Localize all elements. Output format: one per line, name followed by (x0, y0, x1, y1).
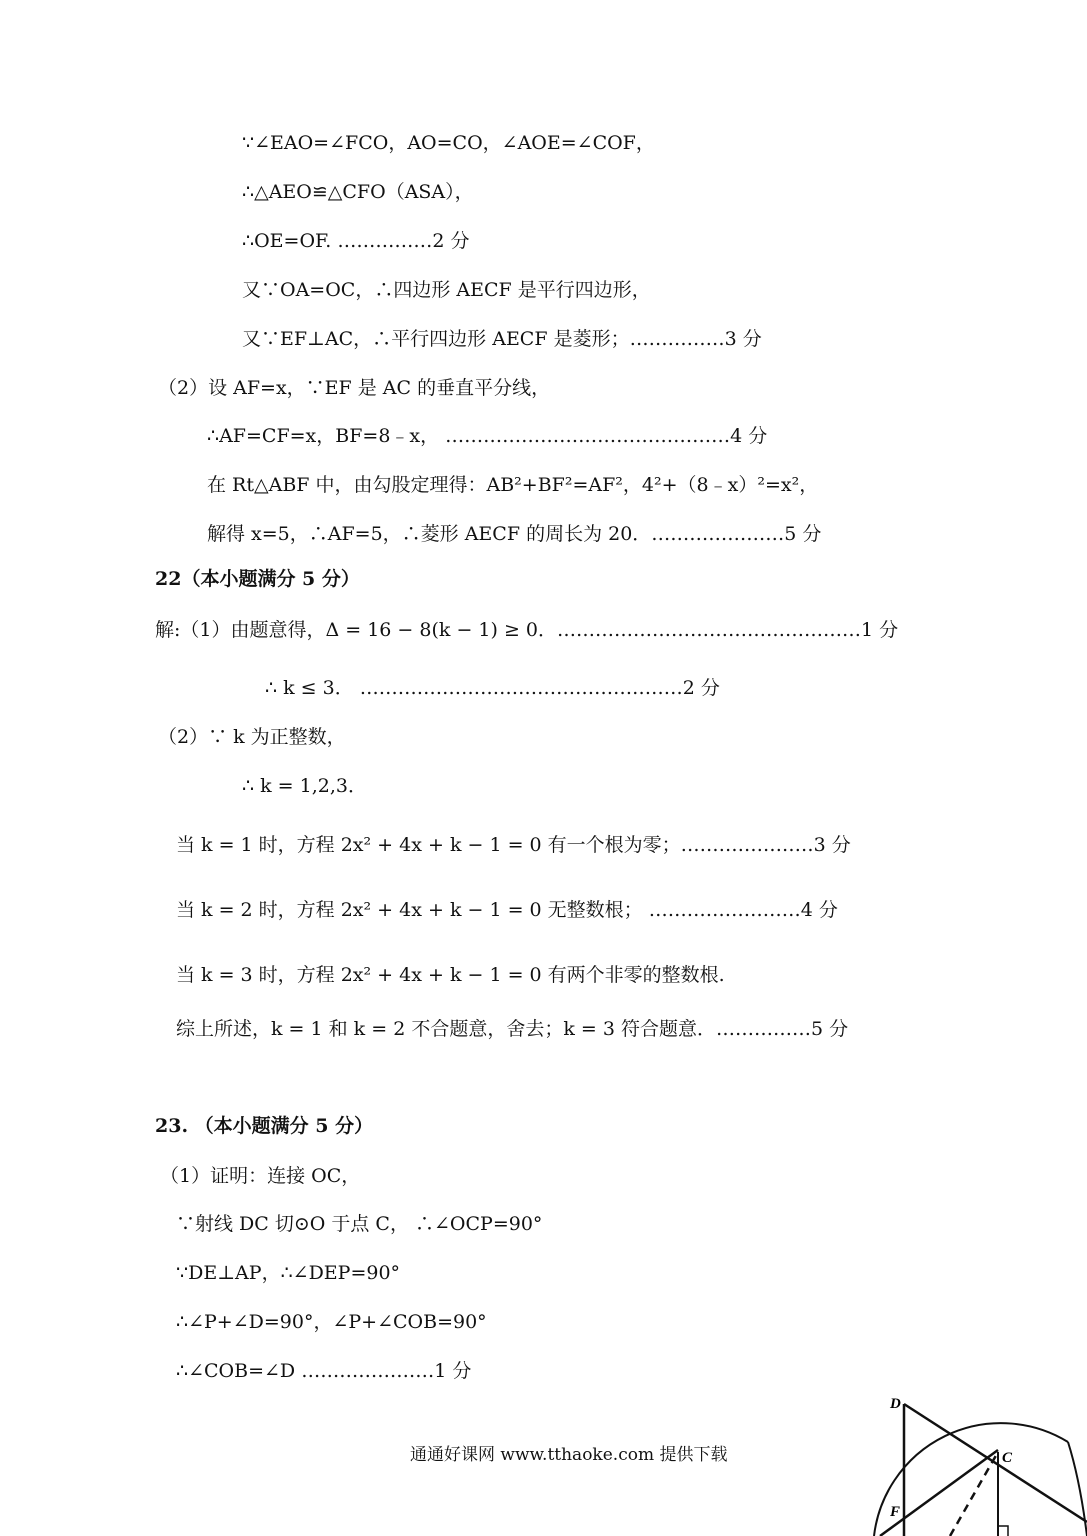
line-11: 解:（1）由题意得，Δ = 16 − 8(k − 1) ≥ 0．…………………………………………1 分 (155, 619, 899, 641)
section-heading-22: 22（本小题满分 5 分） (155, 568, 360, 590)
line-23: ∴∠P+∠D=90°，∠P+∠COB=90° (176, 1311, 487, 1333)
semicircle-arc-right (1068, 1442, 1087, 1536)
line-22: ∵DE⊥AP，∴∠DEP=90° (176, 1262, 401, 1284)
tangent-line-dc (904, 1404, 1087, 1522)
page-footer: 通通好课网 www.tthaoke.com 提供下载 (410, 1445, 728, 1465)
line-17: 当 k = 3 时，方程 2x² + 4x + k − 1 = 0 有两个非零的整数根. (176, 964, 725, 986)
line-15: 当 k = 1 时，方程 2x² + 4x + k − 1 = 0 有一个根为零；…………………3 分 (176, 834, 851, 856)
section-heading-23: 23. （本小题满分 5 分） (155, 1115, 374, 1137)
geometry-figure (868, 1390, 1087, 1536)
line-8: 在 Rt△ABF 中，由勾股定理得：AB²+BF²=AF²，4²+（8﹣x）²=x²， (207, 474, 819, 496)
right-angle-mark (998, 1526, 1008, 1536)
label-f: F (890, 1504, 901, 1520)
label-c: C (1002, 1450, 1013, 1466)
line-4: 又∵OA=OC，∴四边形 AECF 是平行四边形， (242, 279, 651, 301)
label-d: D (890, 1396, 901, 1412)
line-14: ∴ k = 1,2,3． (242, 775, 367, 797)
line-13: （2）∵ k 为正整数， (158, 726, 346, 748)
line-20: （1）证明：连接 OC， (160, 1165, 361, 1187)
dashed-oc (950, 1452, 998, 1536)
line-24: ∴∠COB=∠D …………………1 分 (176, 1360, 472, 1382)
line-2: ∴△AEO≌△CFO（ASA）， (242, 181, 474, 203)
line-7: ∴AF=CF=x，BF=8﹣x， ………………………………………4 分 (207, 425, 768, 447)
line-12: ∴ k ≤ 3． ……………………………………………2 分 (265, 677, 720, 699)
segment-fc (880, 1450, 998, 1536)
line-3: ∴OE=OF. ……………2 分 (242, 230, 470, 252)
line-9: 解得 x=5，∴AF=5，∴菱形 AECF 的周长为 20．…………………5 分 (207, 523, 822, 545)
line-5: 又∵EF⊥AC，∴平行四边形 AECF 是菱形；……………3 分 (242, 328, 762, 350)
line-21: ∵射线 DC 切⊙O 于点 C， ∴∠OCP=90° (176, 1213, 543, 1235)
line-1: ∵∠EAO=∠FCO，AO=CO，∠AOE=∠COF， (242, 132, 655, 154)
line-6: （2）设 AF=x，∵EF 是 AC 的垂直平分线， (158, 377, 551, 399)
line-16: 当 k = 2 时，方程 2x² + 4x + k − 1 = 0 无整数根； ……………………4 分 (176, 899, 838, 921)
line-18: 综上所述，k = 1 和 k = 2 不合题意，舍去；k = 3 符合题意．……………5 分 (176, 1018, 849, 1040)
